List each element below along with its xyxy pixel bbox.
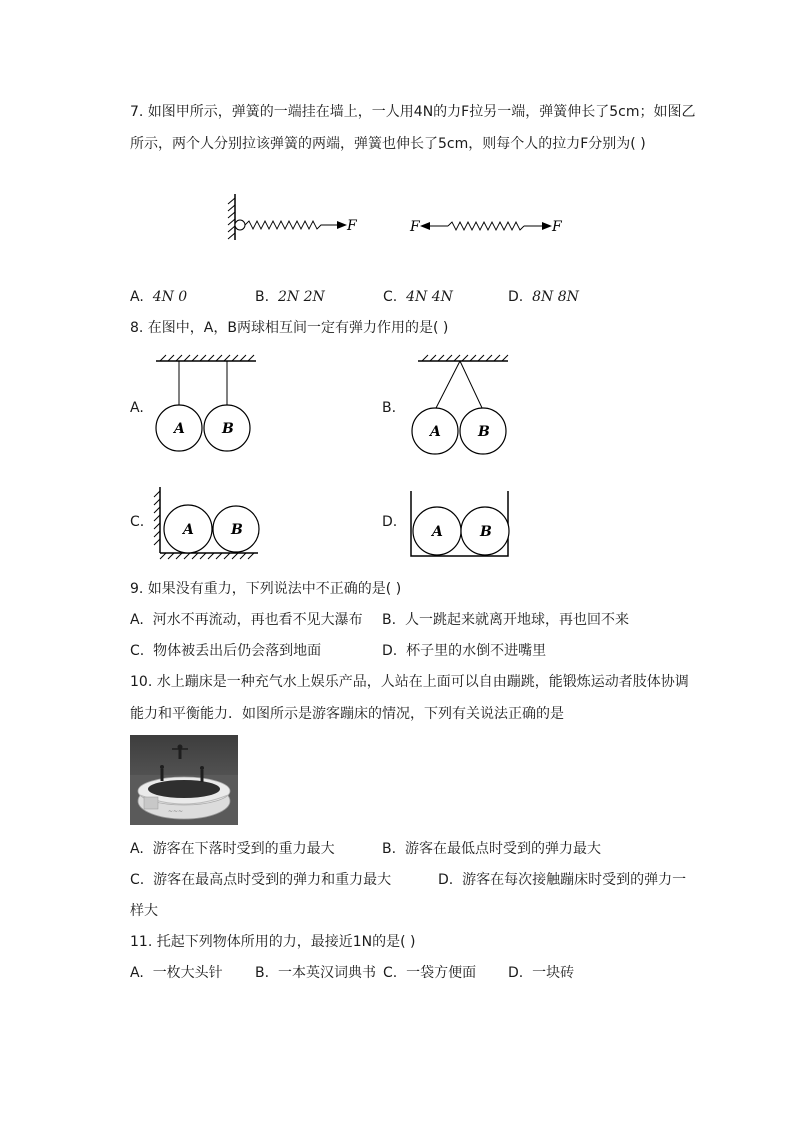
q7-option-a[interactable]: A. 4N 0 — [130, 289, 188, 305]
q10-stem-line1: 10. 水上蹦床是一种充气水上娱乐产品，人站在上面可以自由蹦跳，能锻炼运动者肢体协调 — [130, 674, 689, 690]
svg-text:F: F — [410, 219, 420, 235]
q10-option-a[interactable]: A. 游客在下落时受到的重力最大 — [130, 841, 335, 857]
svg-text:~~~: ~~~ — [168, 808, 184, 815]
q8-figure-c — [150, 485, 262, 560]
q8-option-a-label[interactable]: A. — [130, 400, 144, 416]
svg-text:F: F — [552, 219, 562, 235]
svg-text:B: B — [231, 522, 243, 538]
q11-option-d[interactable]: D. 一块砖 — [508, 965, 575, 981]
q10-option-d-wrap: 样大 — [130, 903, 158, 919]
q7-stem-line1: 7. 如图甲所示，弹簧的一端挂在墙上，一人用4N的力F拉另一端，弹簧伸长了5cm；如图乙 — [130, 104, 696, 120]
q11-option-b[interactable]: B. 一本英汉词典书 — [255, 965, 376, 981]
q7-force-label: F — [347, 218, 357, 234]
q7-figure-jia — [225, 190, 365, 250]
q7-figure-yi — [408, 215, 568, 245]
svg-text:B: B — [480, 524, 492, 540]
q9-option-d[interactable]: D. 杯子里的水倒不进嘴里 — [382, 643, 547, 659]
q11-stem: 11. 托起下列物体所用的力，最接近1N的是( ) — [130, 934, 416, 950]
q7-option-b[interactable]: B. 2N 2N — [255, 289, 325, 305]
q7-stem-line2: 所示，两个人分别拉该弹簧的两端，弹簧也伸长了5cm，则每个人的拉力F分别为( ) — [130, 136, 646, 152]
q10-stem-line2: 能力和平衡能力．如图所示是游客蹦床的情况，下列有关说法正确的是 — [130, 706, 564, 722]
q9-option-c[interactable]: C. 物体被丢出后仍会落到地面 — [130, 643, 322, 659]
q10-option-d[interactable]: D. 游客在每次接触蹦床时受到的弹力一 — [438, 872, 687, 888]
q8-figure-d — [408, 490, 512, 560]
q7-option-d[interactable]: D. 8N 8N — [508, 289, 579, 305]
q9-option-a[interactable]: A. 河水不再流动，再也看不见大瀑布 — [130, 612, 363, 628]
q11-option-c[interactable]: C. 一袋方便面 — [383, 965, 477, 981]
water-trampoline-photo — [130, 735, 238, 825]
q11-option-a[interactable]: A. 一枚大头针 — [130, 965, 223, 981]
svg-text:A: A — [183, 522, 194, 538]
q9-option-b[interactable]: B. 人一跳起来就离开地球，再也回不来 — [382, 612, 629, 628]
svg-text:A: A — [430, 424, 441, 440]
q8-option-c-label[interactable]: C. — [130, 514, 145, 530]
q9-stem: 9. 如果没有重力，下列说法中不正确的是( ) — [130, 581, 402, 597]
svg-text:A: A — [174, 421, 185, 437]
q8-option-b-label[interactable]: B. — [382, 400, 397, 416]
q10-option-c[interactable]: C. 游客在最高点时受到的弹力和重力最大 — [130, 872, 392, 888]
svg-text:B: B — [222, 421, 234, 437]
q7-option-c[interactable]: C. 4N 4N — [383, 289, 453, 305]
q8-figure-b — [408, 355, 518, 460]
svg-text:B: B — [478, 424, 490, 440]
q8-stem: 8. 在图中，A，B两球相互间一定有弹力作用的是( ) — [130, 320, 449, 336]
q8-option-d-label[interactable]: D. — [382, 514, 398, 530]
q8-figure-a — [152, 355, 262, 460]
svg-text:A: A — [432, 524, 443, 540]
q10-option-b[interactable]: B. 游客在最低点时受到的弹力最大 — [382, 841, 601, 857]
